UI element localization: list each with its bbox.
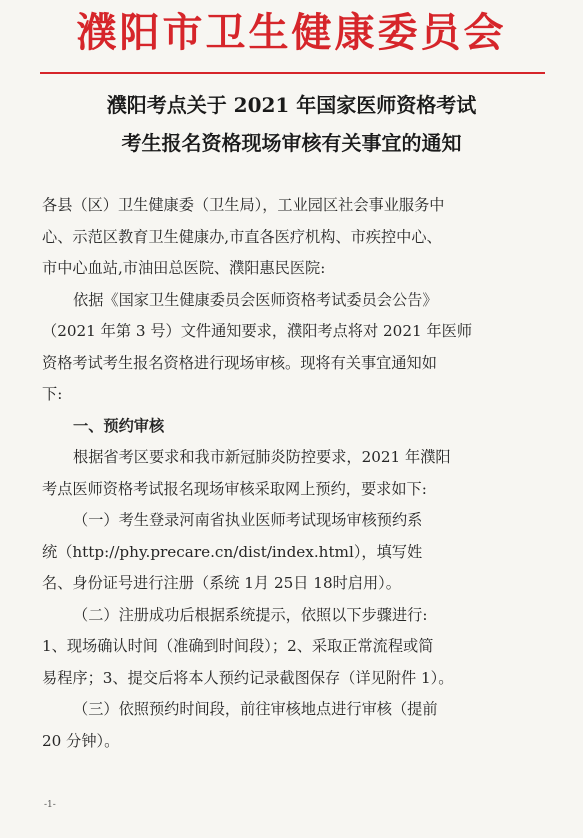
body-line-item2-1: （二）注册成功后根据系统提示，依照以下步骤进行: — [73, 605, 428, 624]
body-line-para2-1: 根据省考区要求和我市新冠肺炎防控要求，2021 年濮阳 — [73, 448, 451, 466]
document-body — [42, 190, 542, 757]
body-line-para1-1: 依据《国家卫生健康委员会医师资格考试委员会公告》 — [73, 290, 438, 309]
body-line-para1-2: （2021 年第 3 号）文件通知要求，濮阳考点将对 2021 年医师 — [42, 322, 473, 340]
body-line-item3-2: 20 分钟）。 — [42, 731, 120, 750]
body-line-para2-2: 考点医师资格考试报名现场审核采取网上预约，要求如下: — [42, 479, 427, 498]
body-line-item1-2: 统（http://phy.precare.cn/dist/index.html），填写姓 — [42, 542, 423, 561]
document-title-line-1: 濮阳考点关于 2021 年国家医师资格考试 — [106, 93, 477, 117]
body-line-recipients-1: 各县（区）卫生健康委（卫生局），工业园区社会事业服务中 — [42, 196, 445, 214]
section-heading: 一、预约审核 — [73, 416, 165, 435]
body-line-para1-4: 下: — [42, 385, 63, 403]
body-line-item2-2: 1、现场确认时间（准确到时间段）；2、采取正常流程或简 — [42, 637, 434, 655]
body-line-para1-3: 资格考试考生报名资格进行现场审核。现将有关事宜通知如 — [42, 353, 437, 372]
red-divider-line — [40, 72, 545, 74]
document-title-line-2: 考生报名资格现场审核有关事宜的通知 — [121, 131, 462, 155]
page-number: -1- — [44, 800, 56, 810]
body-line-item1-1: （一）考生登录河南省执业医师考试现场审核预约系 — [73, 511, 423, 529]
body-line-item1-3: 名、身份证号进行注册（系统 1月 25日 18时启用）。 — [42, 574, 401, 592]
masthead-title: 濮阳市卫生健康委员会 — [76, 9, 507, 56]
body-line-recipients-2: 心、示范区教育卫生健康办,市直各医疗机构、市疾控中心、 — [42, 227, 442, 246]
body-line-recipients-3: 市中心血站,市油田总医院、濮阳惠民医院: — [42, 259, 326, 277]
body-line-item3-1: （三）依照预约时间段，前往审核地点进行审核（提前 — [73, 700, 438, 718]
body-line-item2-3: 易程序；3、提交后将本人预约记录截图保存（详见附件 1）。 — [42, 668, 454, 687]
